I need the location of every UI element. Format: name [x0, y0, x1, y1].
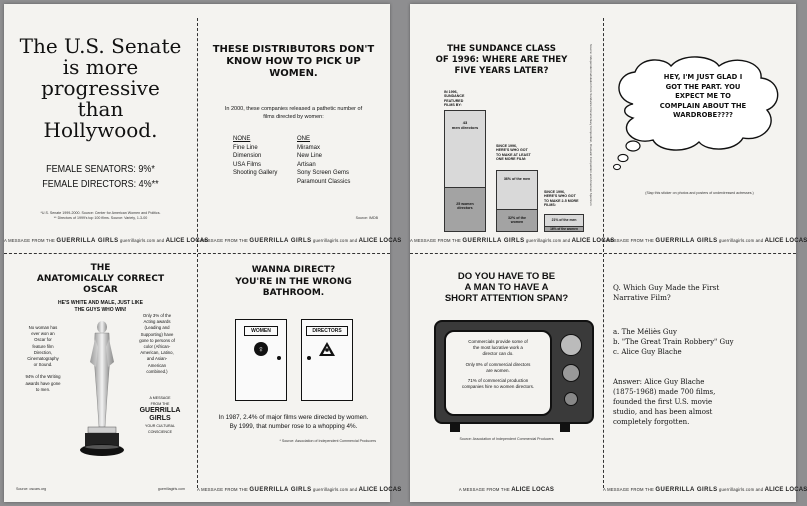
sundance-panel	[410, 4, 615, 253]
text-line: Direction,	[33, 349, 53, 355]
bubble-line: COMPLAIN ABOUT THE	[659, 101, 747, 110]
bar1-label	[444, 90, 474, 107]
text-line: Oscar for	[34, 337, 52, 343]
tv-knob-icon	[564, 392, 578, 406]
bar2-women-segment	[497, 209, 537, 231]
footer-prefix: A MESSAGE FROM THE	[603, 487, 654, 492]
distributor-item: Dimension	[233, 153, 262, 160]
source-note: Source: Association of Independent Commercial Producers	[459, 437, 554, 441]
text-line: ever won an	[31, 331, 55, 337]
oscar-subtitle	[8, 300, 193, 314]
footer	[603, 487, 807, 493]
title-line: WANNA DIRECT?	[251, 265, 336, 275]
bar3-label	[544, 190, 588, 207]
distributor-item: New Line	[297, 153, 323, 160]
bubble-line: EXPECT ME TO	[675, 92, 731, 101]
title-line: A MAN TO HAVE A	[464, 282, 549, 293]
stat-line: In 1987, 2.4% of major films were directed by women.	[218, 414, 369, 421]
label-line: HERE'S WHO GOT	[544, 194, 576, 199]
footer-brand: GUERRILLA GIRLS	[56, 238, 119, 244]
footer-partner: ALICE LOCAS	[165, 238, 209, 244]
text-line: Only 3% of the	[142, 313, 172, 318]
footer-prefix: A MESSAGE FROM THE	[603, 238, 654, 243]
footer	[4, 238, 209, 244]
text-line: Supporting) have	[140, 331, 174, 337]
quiz-option: c. Alice Guy Blache	[613, 348, 682, 356]
label-line: men directors	[451, 124, 479, 130]
label-line: ONE MORE FILM:	[496, 156, 527, 161]
distributor-item: Sony Screen Gems	[297, 170, 350, 177]
footer-prefix: A MESSAGE FROM THE	[410, 238, 461, 243]
label-line: SINCE 1996,	[544, 190, 565, 194]
footer-site: guerrillagirls.com and	[313, 238, 358, 243]
vertical-source-note: Source: independent tabulation from Sundance Documentary Competition, Dramatic Competition and American Spectrum	[589, 44, 593, 206]
footer-partner: ALICE LOCAS	[358, 238, 402, 244]
label-line: TO MAKE AT LEAST	[496, 152, 531, 157]
label-line: FILMS:	[544, 202, 556, 207]
headline-line: than	[77, 97, 124, 121]
senate-sources	[14, 211, 187, 220]
bar-1996-films	[444, 110, 486, 232]
directors-stat: FEMALE DIRECTORS: 4%**	[42, 179, 159, 190]
oscar-title	[8, 263, 193, 296]
tv-knob-icon	[562, 364, 580, 382]
bar3-bottom-label: 16% of the women	[550, 227, 578, 231]
senate-stats	[14, 164, 188, 190]
source-note: * Source: Association of Independent Commercial Producers	[279, 439, 376, 443]
source-note: Source: oscars.org	[16, 487, 47, 492]
distributor-item: Miramax	[297, 144, 321, 151]
distributors-title	[201, 44, 386, 80]
answer-line: founded the first U.S. movie	[613, 398, 713, 406]
door-knob-icon	[277, 356, 281, 360]
quiz-panel	[603, 253, 807, 502]
question-line: Q. Which Guy Made the First	[613, 283, 720, 292]
source-note: *U.S. Senate 1999-2000. Source: Center for American Women and Politics.	[40, 211, 161, 215]
title-line: BATHROOM.	[262, 288, 325, 298]
footer-prefix: A MESSAGE FROM THE	[197, 238, 248, 243]
directors-sign: DIRECTORS	[306, 326, 348, 336]
footer-site: guerrillagirls.com and	[313, 487, 358, 492]
bubble-line: HEY, I'M JUST GLAD I	[663, 73, 743, 81]
distributor-item: USA Films	[233, 161, 262, 168]
answer-line: studio, and has been almost	[613, 408, 713, 416]
footer-brand: GUERRILLA GIRLS	[655, 487, 718, 493]
footer-site: guerrillagirls.com and	[719, 238, 764, 243]
label-line: FILMS BY:	[444, 102, 462, 107]
distributor-item: Artisan	[297, 161, 316, 168]
title-line: OSCAR	[83, 285, 118, 295]
bar2-label	[496, 144, 540, 161]
footer-partner: ALICE LOCAS	[764, 487, 807, 493]
oscar-brand-block	[132, 395, 188, 435]
tv-line: director can do.	[482, 351, 514, 357]
oscar-right-text	[126, 313, 188, 375]
tv-leg	[560, 424, 570, 432]
text-line: feature film	[32, 343, 54, 349]
footer-site: guerrillagirls.com and	[120, 238, 165, 243]
headline-line: Hollywood.	[43, 118, 158, 142]
tv-line: the most lucrative work a	[473, 345, 523, 351]
title-line: ANATOMICALLY CORRECT	[36, 274, 165, 284]
footer	[603, 238, 807, 244]
label-line: FEATURED	[444, 98, 464, 103]
subtitle-line: THE GUYS WHO WIN!	[74, 307, 127, 313]
label-line: SINCE 1996,	[496, 144, 517, 148]
title-line: WOMEN.	[269, 68, 318, 79]
source-note: Source: IMDB	[355, 216, 378, 220]
door-knob-icon	[307, 356, 311, 360]
intro-line: films directed by women:	[263, 114, 324, 120]
quiz-option: a. The Méliès Guy	[613, 328, 677, 336]
wardrobe-panel	[603, 4, 807, 253]
oscar-statuette-icon	[76, 317, 128, 467]
text-line: American	[147, 362, 167, 368]
title-line: SHORT ATTENTION SPAN?	[444, 293, 569, 304]
text-line: No woman has	[28, 325, 58, 330]
women-door	[235, 319, 287, 401]
site-note: guerrillagirls.com	[157, 487, 185, 492]
bar2-top-label: 36% of the men	[503, 177, 531, 181]
text-line: gone to persons of	[139, 337, 175, 343]
quiz-question	[613, 283, 791, 303]
source-note: ** Directors of 1999's top 100 films. Source: Variety, 1-3-00	[53, 215, 148, 220]
text-line: color (African-	[143, 344, 171, 350]
text-line: awards have gone	[25, 380, 61, 386]
text-line: and Asian-	[146, 356, 168, 362]
tv-line: 71% of commercial production	[467, 378, 529, 384]
text-line: Cinematography	[27, 356, 59, 362]
brand-small: A MESSAGE	[149, 396, 171, 400]
footer	[197, 238, 402, 244]
footer	[197, 487, 402, 493]
footer-brand: GUERRILLA GIRLS	[462, 238, 525, 244]
title-line: THESE DISTRIBUTORS DON'T	[212, 44, 375, 55]
wardrobe-bubble-text	[641, 73, 765, 121]
footer-site: guerrillagirls.com and	[719, 487, 764, 492]
footer-site: guerrillagirls.com and	[526, 238, 571, 243]
bar1-top-label	[445, 121, 485, 131]
bar3-top-label: 21% of the men	[551, 218, 577, 222]
footer-partner: ALICE LOCAS	[764, 238, 807, 244]
title-line: OF 1996: WHERE ARE THEY	[435, 55, 568, 65]
footer	[410, 238, 615, 244]
tv-screen-text	[446, 339, 550, 390]
left-sheet	[4, 4, 402, 502]
tv-knob-icon	[560, 334, 582, 356]
directors-door	[301, 319, 353, 401]
oscar-left-text	[14, 325, 72, 393]
label-line: SUNDANCE	[444, 94, 465, 99]
text-line: or Sound.	[33, 362, 53, 368]
question-line: Narrative Film?	[613, 293, 671, 302]
label-line: directors	[457, 206, 473, 211]
senators-stat: FEMALE SENATORS: 9%*	[46, 164, 155, 175]
quiz-options	[613, 327, 791, 357]
footer-partner: ALICE LOCAS	[511, 487, 555, 493]
sundance-title	[414, 44, 589, 77]
one-header: ONE	[297, 136, 311, 142]
title-line: DO YOU HAVE TO BE	[457, 271, 556, 282]
tv-line: are women.	[486, 367, 510, 373]
women-sign: WOMEN	[244, 326, 278, 336]
label-line: TO MAKE 2-5 MORE	[544, 198, 579, 203]
brand-guerrilla: GUERRILLA	[139, 407, 181, 414]
bar-one-more-film	[496, 170, 538, 232]
none-column	[233, 135, 277, 178]
tv-line: Only 8% of commercial directors	[465, 361, 531, 367]
bubble-line: GOT THE PART. YOU	[665, 82, 741, 91]
footer-brand: GUERRILLA GIRLS	[249, 238, 312, 244]
quiz-answer	[613, 377, 791, 427]
footer	[410, 487, 603, 493]
text-line: to men.	[35, 386, 51, 392]
senate-headline	[4, 36, 197, 141]
text-line: 94% of the Writing	[25, 374, 61, 380]
label-line: women	[510, 220, 524, 225]
distributor-item: Paramount Classics	[297, 178, 351, 185]
none-header: NONE	[233, 136, 251, 142]
brand-small: CONSCIENCE	[148, 430, 172, 434]
answer-line: (1875-1968) made 700 films,	[613, 388, 716, 396]
brand-small: FROM THE	[150, 402, 170, 406]
tv-leg	[450, 424, 460, 432]
bar-more-films	[544, 214, 584, 232]
quiz-option: b. "The Great Train Robbery" Guy	[613, 338, 734, 346]
subtitle-line: HE'S WHITE AND MALE, JUST LIKE	[58, 300, 143, 306]
label-line: IN 1996,	[444, 90, 458, 94]
label-line: 32% of the	[508, 216, 526, 220]
tv-line: companies hire no women directors.	[461, 384, 535, 390]
text-line: American, Latino,	[140, 350, 174, 356]
answer-line: Answer: Alice Guy Blache	[613, 378, 705, 386]
text-line: (Leading and	[144, 325, 170, 331]
title-line: KNOW HOW TO PICK UP	[226, 56, 361, 67]
stat-line: By 1999, that number rose to a whopping 4%.	[229, 423, 358, 430]
footer-prefix: A MESSAGE FROM THE	[4, 238, 55, 243]
footer-brand: GUERRILLA GIRLS	[655, 238, 718, 244]
distributors-intro	[205, 105, 382, 121]
one-column	[297, 135, 350, 187]
distributor-item: Shooting Gallery	[233, 170, 278, 177]
distributor-item: Fine Line	[233, 144, 258, 151]
wanna-direct-title	[201, 265, 386, 300]
brand-girls: GIRLS	[149, 415, 171, 422]
wanna-direct-panel	[197, 253, 402, 502]
text-line: Acting awards	[143, 319, 171, 325]
headline-line: progressive	[41, 76, 160, 100]
footer-partner: ALICE LOCAS	[571, 238, 615, 244]
headline-line: The U.S. Senate	[19, 34, 182, 58]
brand-small: YOUR CULTURAL	[144, 424, 176, 428]
title-line: YOU'RE IN THE WRONG	[235, 276, 352, 287]
senate-panel	[4, 4, 209, 253]
intro-line: In 2000, these companies released a pathetic number of	[224, 106, 363, 112]
answer-line: completely forgotten.	[613, 418, 690, 426]
wanna-direct-stat	[201, 413, 386, 431]
bar3-women-segment	[545, 226, 583, 231]
footer-partner: ALICE LOCAS	[358, 487, 402, 493]
footer-prefix: A MESSAGE FROM THE	[458, 487, 510, 492]
footer-brand: GUERRILLA GIRLS	[249, 487, 312, 493]
title-line: THE	[90, 263, 111, 273]
bubble-line: WARDROBE????	[673, 111, 733, 120]
attention-panel	[410, 253, 603, 502]
title-line: THE SUNDANCE CLASS	[447, 44, 556, 54]
wardrobe-caption: (Slap this sticker on photos and posters of underdressed actresses.)	[645, 191, 754, 195]
woman-icon: ♀	[254, 342, 268, 356]
oscar-panel	[4, 253, 197, 502]
right-sheet	[410, 4, 807, 502]
bar1-bottom-label	[445, 202, 485, 211]
headline-line: is more	[62, 55, 139, 79]
tv-line: Commercials provide some of	[468, 339, 528, 344]
bar2-bottom-label	[497, 216, 537, 225]
director-chair-icon	[318, 341, 336, 357]
label-line: 25 women	[456, 202, 474, 206]
distributors-panel	[197, 4, 402, 253]
attention-title	[414, 271, 599, 304]
label-line: 43	[462, 120, 468, 125]
bar1-women-segment	[445, 187, 485, 231]
text-line: combined.)	[146, 368, 168, 374]
title-line: FIVE YEARS LATER?	[454, 66, 549, 76]
label-line: HERE'S WHO GOT	[496, 148, 528, 153]
footer-prefix: A MESSAGE FROM THE	[197, 487, 248, 492]
